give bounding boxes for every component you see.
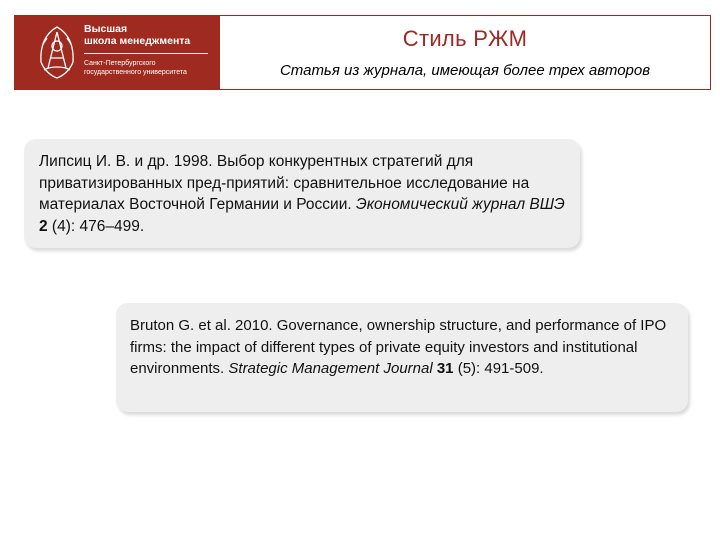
logo-line-3: Санкт-Петербургского	[84, 60, 156, 67]
reference-journal: Strategic Management Journal	[228, 360, 433, 377]
reference-text	[39, 151, 570, 237]
reference-card-russian	[24, 139, 580, 248]
slide-title: Стиль РЖМ	[402, 26, 528, 51]
slide-header	[219, 15, 711, 90]
slide-subtitle: Статья из журнала, имеющая более трех авторов	[279, 62, 651, 79]
reference-volume: 31	[436, 360, 454, 377]
logo-line-4: государственного университета	[84, 69, 187, 76]
reference-volume: 2	[39, 217, 48, 235]
reference-card-english	[116, 303, 688, 412]
school-logo	[14, 15, 219, 90]
reference-text	[130, 315, 678, 380]
reference-journal: Экономический журнал ВШЭ	[355, 196, 565, 213]
reference-issue-pages: (5): 491-509.	[453, 360, 544, 377]
logo-line-1: Высшая	[84, 23, 128, 35]
emblem-icon	[36, 24, 78, 80]
reference-authors-title: Bruton G. et al. 2010. Governance, ownership structure, and performance of IPO firms: the impact of different types of private equity investors and institutional environments.	[130, 317, 667, 377]
logo-divider	[84, 53, 208, 54]
reference-issue-pages: (4): 476–499.	[47, 217, 145, 235]
logo-text	[84, 23, 208, 77]
logo-line-2: школа менеджмента	[84, 35, 191, 47]
reference-authors-title: Липсиц И. В. и др. 1998. Выбор конкурентных стратегий для приватизированных пред-приятий: сравнительное исследование на материалах Восточной Германии и России.	[39, 153, 530, 213]
